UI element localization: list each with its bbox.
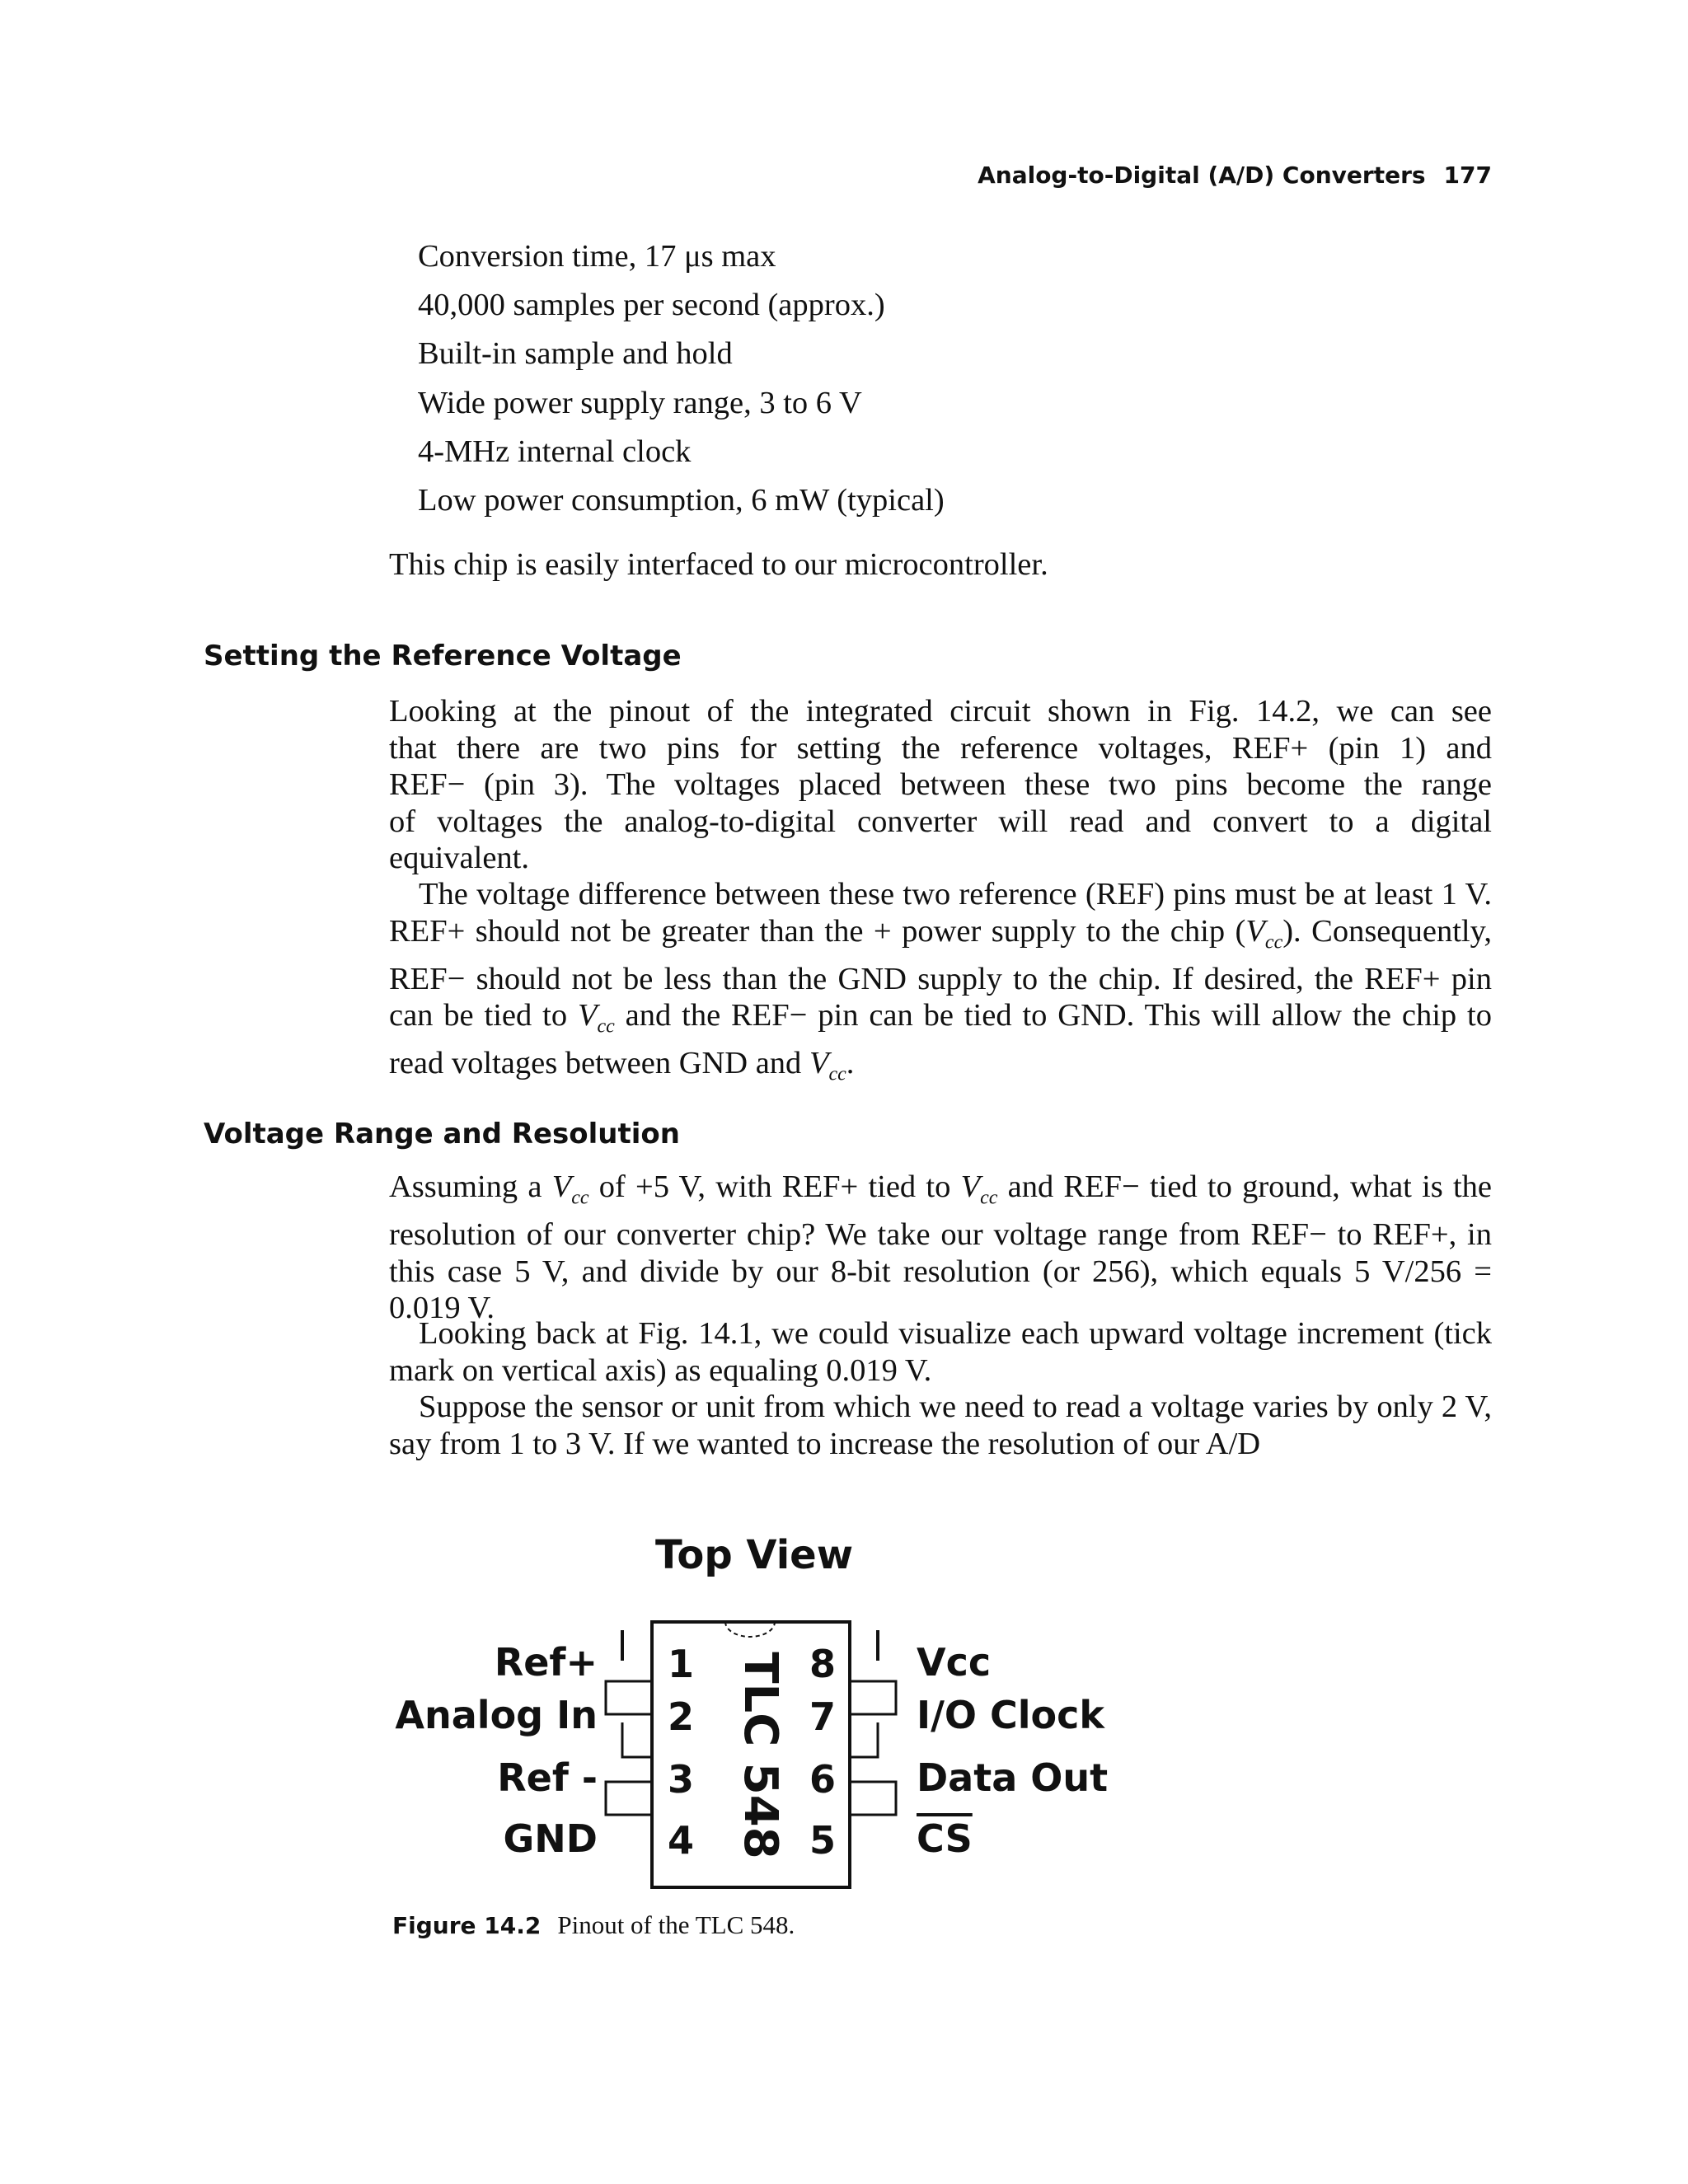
paragraph-text: and REF− tied to ground, what is the resolution of our converter chip? We take our voltage range from REF− to REF+, in this case 5 V, and divide by our 8-bit resolution (or 256), which equals 5 V/256 = 0.019 V. [389, 1169, 1493, 1326]
pin-number: 7 [809, 1694, 837, 1739]
section2-paragraph3 [389, 1389, 1492, 1462]
running-header [495, 162, 1492, 189]
figure-title: Top View [655, 1532, 854, 1578]
pin-5-box [850, 1782, 896, 1815]
text-line: REF− (pin 3). The voltages placed between these two pins become the range [389, 767, 1492, 802]
caption-label: Figure 14.2 [392, 1912, 542, 1939]
paragraph-text: of +5 V, with REF+ tied to [588, 1169, 961, 1204]
list-item: Conversion time, 17 μs max [418, 239, 776, 274]
paragraph-text: Assuming a [389, 1169, 552, 1204]
pin-label-ref-plus: Ref+ [494, 1640, 598, 1685]
text-line: equivalent. [389, 841, 529, 875]
chip-notch [725, 1622, 775, 1637]
pin-label-analog-in: Analog In [395, 1693, 598, 1737]
figure-caption [392, 1910, 795, 1940]
list-item: Built-in sample and hold [418, 336, 733, 371]
vcc-symbol: $V_{cc}$ [577, 998, 615, 1038]
text-line: that there are two pins for setting the reference voltages, REF+ (pin 1) and [389, 730, 1492, 766]
pin-number: 8 [809, 1642, 837, 1686]
pin-label-ref-minus: Ref - [497, 1755, 598, 1800]
paragraph-text: and the REF− pin can be tied to GND. This will allow the chip to read voltages between GND and [389, 998, 1492, 1081]
section1-paragraph2: The voltage difference between these two reference (REF) pins must be at least 1 V. REF+ should not be greater than the + power supply to the chip $(V_{cc})$. Consequently, REF− should not be less than the GND supply to the chip. If desired, the REF+ pin can be tied to $V_{cc}$ and the REF− pin can be tied to GND. This will allow the chip to read voltages between GND and $V_{cc}$. [389, 877, 1492, 1086]
pin-number: 6 [809, 1757, 837, 1802]
section-heading: Voltage Range and Resolution [204, 1118, 680, 1151]
vcc-symbol: $V_{cc}$ [1245, 913, 1283, 954]
vcc-symbol: $V_{cc}$ [960, 1169, 998, 1209]
section2-paragraph2 [389, 1315, 1492, 1389]
pin-label-io-clock: I/O Clock [917, 1693, 1105, 1737]
pin-label-gnd: GND [503, 1816, 598, 1861]
pin-number: 2 [668, 1694, 695, 1739]
list-item: Wide power supply range, 3 to 6 V [418, 386, 862, 420]
section-heading: Setting the Reference Voltage [204, 640, 682, 673]
list-item: 4-MHz internal clock [418, 434, 692, 469]
text-line: Looking at the pinout of the integrated circuit shown in Fig. 14.2, we can see [389, 694, 1492, 729]
pin-4-box [606, 1782, 652, 1815]
paragraph-text: The voltage difference between these two reference (REF) pins must be at least 1 V. REF+ should not be greater than the + power supply to the chip ( [389, 877, 1492, 949]
pin-3-box [622, 1722, 652, 1757]
chip-label: TLC 548 [734, 1652, 787, 1859]
running-title: Analog-to-Digital (A/D) Converters [978, 162, 1426, 189]
section2-paragraph1 [389, 1169, 1492, 1327]
list-item: Low power consumption, 6 mW (typical) [418, 483, 945, 518]
pin-number: 3 [668, 1757, 695, 1802]
list-item: 40,000 samples per second (approx.) [418, 288, 885, 322]
paragraph-text: ). Consequently, REF− should not be less than the GND supply to the chip. If desired, the REF+ pin can be tied to [389, 913, 1492, 1033]
vcc-symbol: $V_{cc}$ [809, 1046, 846, 1086]
caption-text: Pinout of the TLC 548. [557, 1910, 795, 1939]
pin-label-cs: $\overline{CS}$ [917, 1816, 973, 1861]
page-number: 177 [1443, 162, 1492, 189]
text-line: of voltages the analog-to-digital converter will read and convert to a digital [389, 804, 1492, 839]
pin-number: 4 [668, 1818, 695, 1863]
pin-number: 1 [668, 1642, 695, 1686]
pin-2-box [606, 1681, 652, 1714]
pin-7-box [850, 1681, 896, 1714]
pin-label-vcc: Vcc [917, 1640, 992, 1685]
pin-number: 5 [809, 1818, 837, 1863]
pin-6-box [850, 1722, 878, 1757]
pin-label-data-out: Data Out [917, 1755, 1109, 1800]
section1-paragraph1 [389, 693, 1492, 877]
paragraph-text: Looking back at Fig. 14.1, we could visualize each upward voltage increment (tick mark on vertical axis) as equaling 0.019 V. [389, 1316, 1492, 1388]
intro-sentence: This chip is easily interfaced to our microcontroller. [389, 547, 1048, 582]
paragraph-text: Suppose the sensor or unit from which we need to read a voltage varies by only 2 V, say from 1 to 3 V. If we wanted to increase the resolution of our A/D [389, 1390, 1492, 1461]
vcc-symbol: $V_{cc}$ [551, 1169, 589, 1209]
